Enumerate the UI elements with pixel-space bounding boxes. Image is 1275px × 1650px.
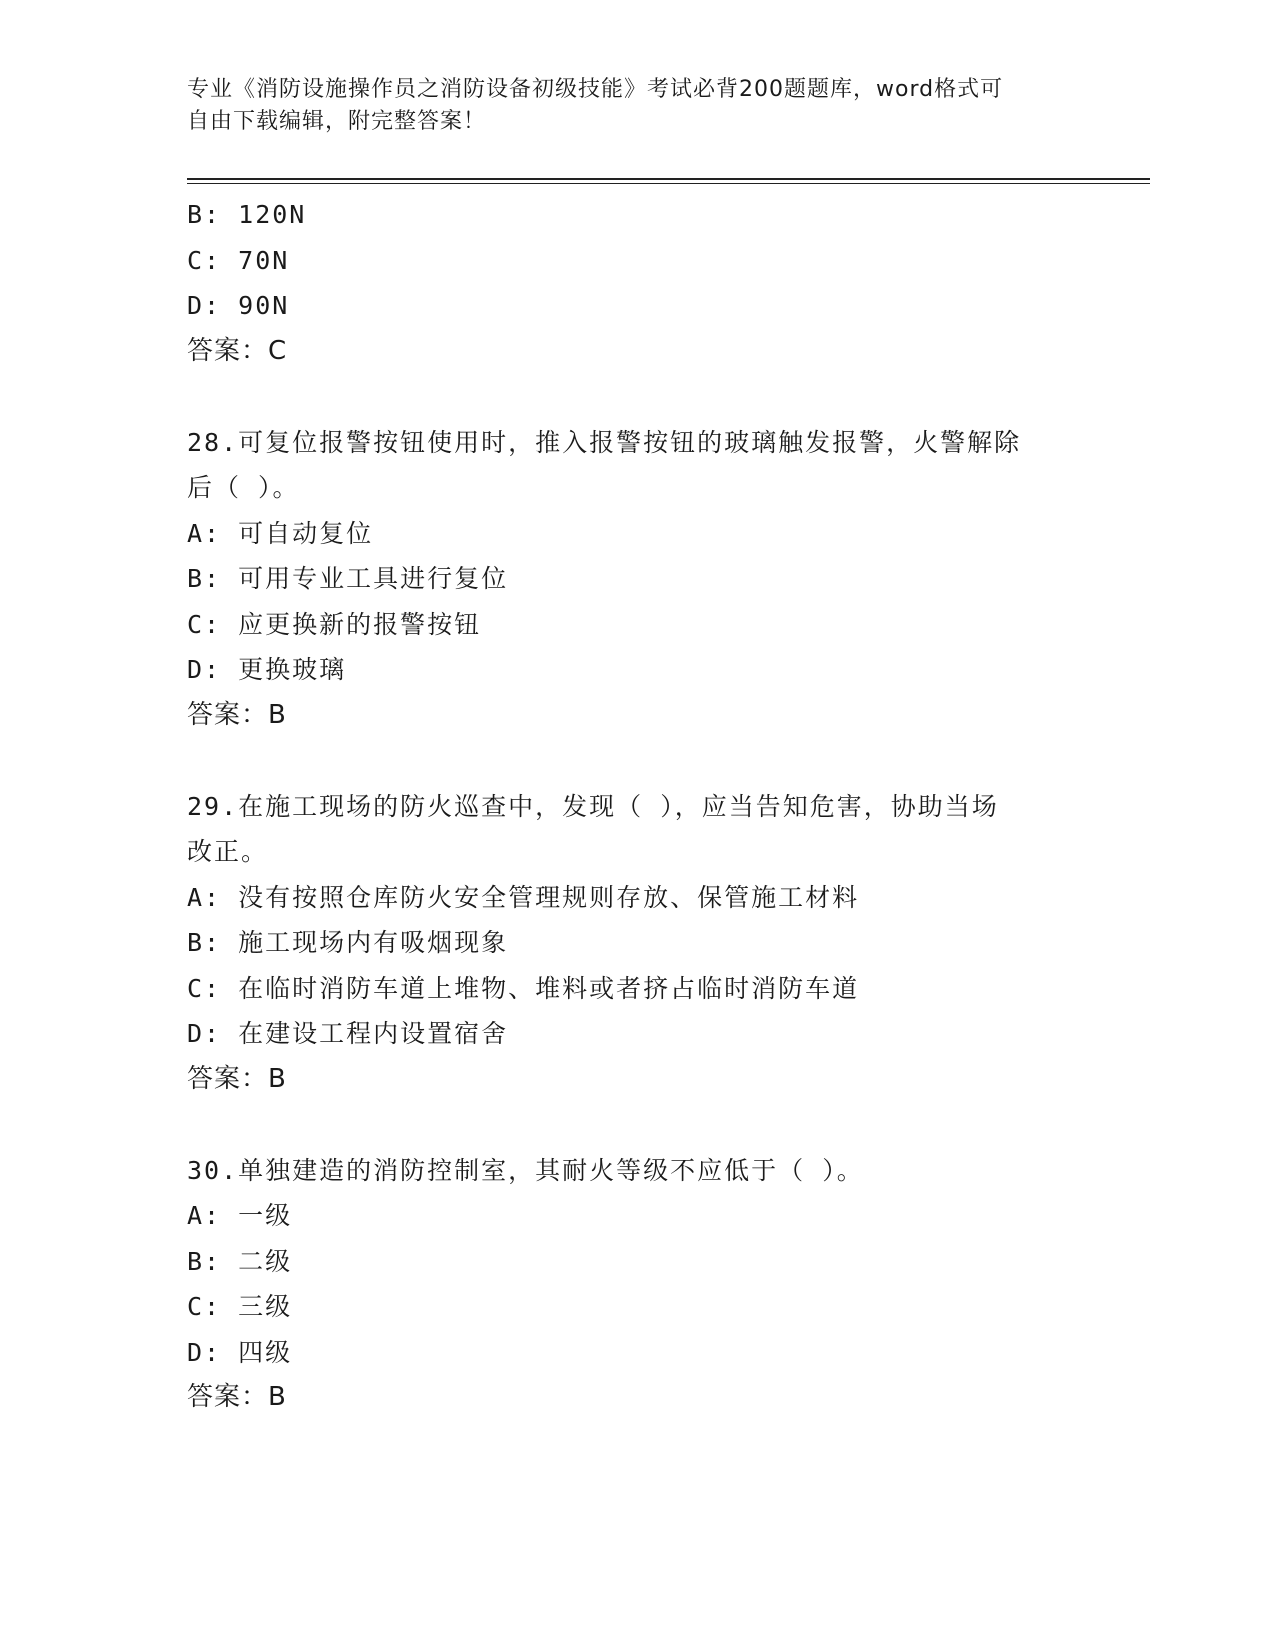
option-a: A: 没有按照仓库防火安全管理规则存放、保管施工材料 [187,882,860,912]
option-d: D: 四级 [187,1337,293,1367]
question-27-continuation [187,192,1087,374]
question-stem: 29.在施工现场的防火巡查中，发现（ ），应当告知危害，协助当场 [187,791,999,821]
question-content [187,192,1087,1421]
answer-line: 答案：B [187,699,287,730]
header-line-2: 自由下载编辑，附完整答案！ [187,109,487,134]
header-divider [187,178,1150,184]
option-a: A: 可自动复位 [187,518,374,548]
question-29 [187,784,1087,1103]
option-a: A: 一级 [187,1201,293,1230]
option-c: C: 三级 [187,1292,293,1321]
option-c: C: 在临时消防车道上堆物、堆料或者挤占临时消防车道 [187,973,860,1003]
option-c: C: 应更换新的报警按钮 [187,609,482,639]
answer-line: 答案：C [187,335,288,366]
answer-line: 答案：B [187,1063,287,1094]
question-stem: 后（ ）。 [187,473,300,502]
option-b: B: 可用专业工具进行复位 [187,564,509,593]
question-28 [187,420,1087,739]
option-c: C: 70N [187,245,290,275]
option-d: D: 90N [187,291,290,320]
question-stem: 30.单独建造的消防控制室，其耐火等级不应低于（ ）。 [187,1155,864,1185]
question-stem: 28.可复位报警按钮使用时，推入报警按钮的玻璃触发报警，火警解除 [187,427,1022,457]
header-line-1: 专业《消防设施操作员之消防设备初级技能》考试必背200题题库，word格式可 [187,77,1004,102]
question-stem: 改正。 [187,837,269,866]
option-d: D: 更换玻璃 [187,655,347,684]
answer-line: 答案：B [187,1382,287,1412]
option-d: D: 在建设工程内设置宿舍 [187,1019,509,1048]
option-b: B: 施工现场内有吸烟现象 [187,928,509,957]
page-header [187,74,1067,138]
option-b: B: 120N [187,200,307,229]
option-b: B: 二级 [187,1246,293,1276]
question-30 [187,1148,1087,1421]
